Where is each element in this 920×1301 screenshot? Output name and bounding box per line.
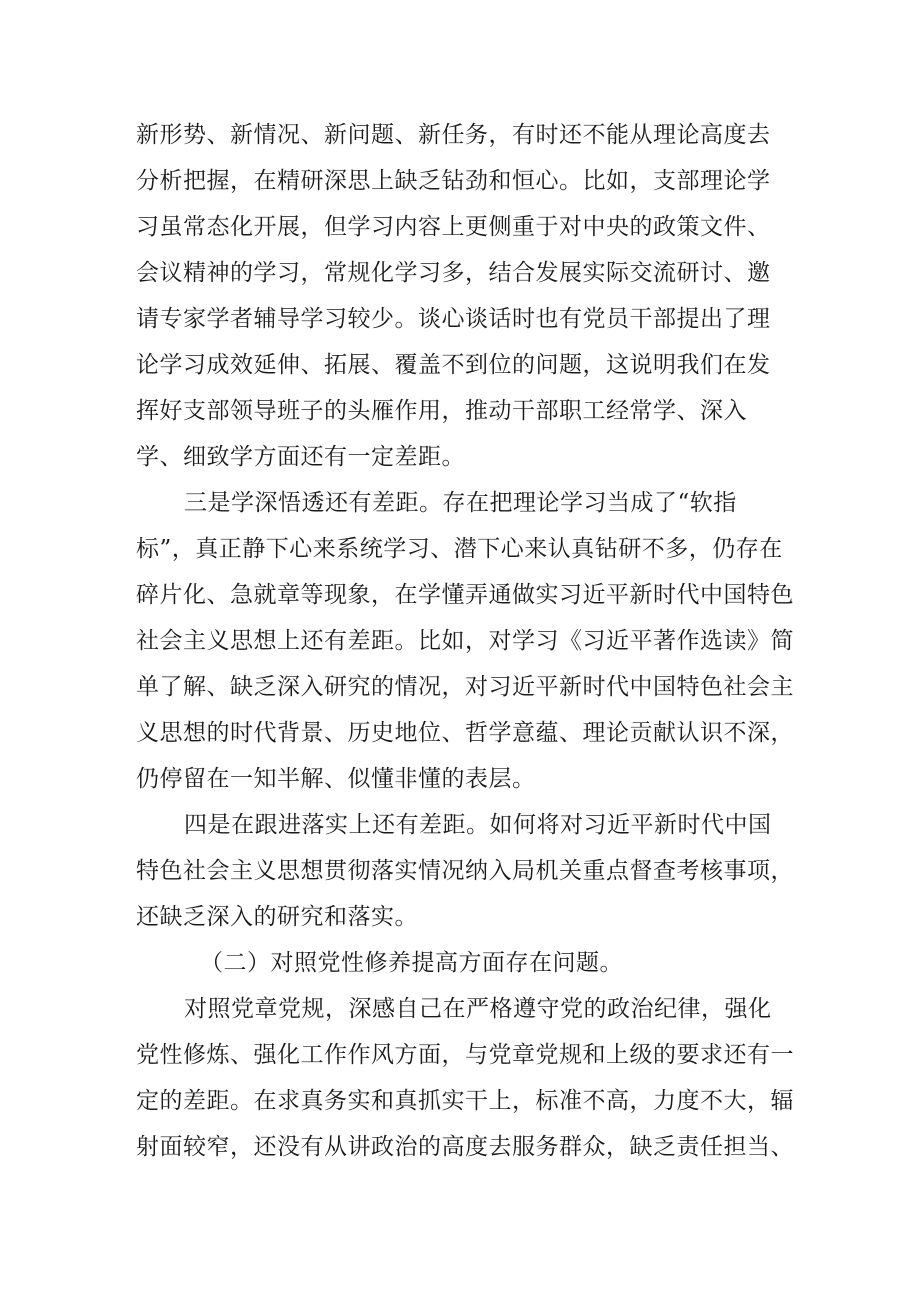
text-line: 习虽常态化开展，但学习内容上更侧重于对中央的政策文件、 xyxy=(136,214,771,240)
text-line: 单了解、缺乏深入研究的情况，对习近平新时代中国特色社会主 xyxy=(136,674,794,700)
text-line: 还缺乏深入的研究和落实。 xyxy=(136,904,418,930)
paragraph-first-line: 对照党章党规，深感自己在严格遵守党的政治纪律，强化 xyxy=(184,996,772,1022)
text-line: 分析把握，在精研深思上缺乏钻劲和恒心。比如，支部理论学 xyxy=(136,168,771,194)
paragraph-first-line: 三是学深悟透还有差距。存在把理论学习当成了“软指 xyxy=(184,490,737,516)
text-line: 碎片化、急就章等现象，在学懂弄通做实习近平新时代中国特色 xyxy=(136,582,794,608)
text-line: 请专家学者辅导学习较少。谈心谈话时也有党员干部提出了理 xyxy=(136,306,771,332)
text-line: 仍停留在一知半解、似懂非懂的表层。 xyxy=(136,766,536,792)
text-line: 义思想的时代背景、历史地位、哲学意蕴、理论贡献认识不深， xyxy=(136,720,794,746)
section-heading: （二）对照党性修养提高方面存在问题。 xyxy=(200,950,623,976)
text-line: 论学习成效延伸、拓展、覆盖不到位的问题，这说明我们在发 xyxy=(136,352,771,378)
text-line: 新形势、新情况、新问题、新任务，有时还不能从理论高度去 xyxy=(136,122,771,148)
text-line: 社会主义思想上还有差距。比如，对学习《习近平著作选读》简 xyxy=(136,628,794,654)
text-line: 特色社会主义思想贯彻落实情况纳入局机关重点督查考核事项， xyxy=(136,858,794,884)
text-line: 学、细致学方面还有一定差距。 xyxy=(136,444,465,470)
text-line: 标”，真正静下心来系统学习、潜下心来认真钻研不多，仍存在 xyxy=(136,536,783,562)
text-line: 定的差距。在求真务实和真抓实干上，标准不高，力度不大，辐 xyxy=(136,1088,794,1114)
text-line: 挥好支部领导班子的头雁作用，推动干部职工经常学、深入 xyxy=(136,398,747,424)
text-line: 射面较窄，还没有从讲政治的高度去服务群众，缺乏责任担当、 xyxy=(136,1134,794,1160)
text-line: 会议精神的学习，常规化学习多，结合发展实际交流研讨、邀 xyxy=(136,260,771,286)
paragraph-first-line: 四是在跟进落实上还有差距。如何将对习近平新时代中国 xyxy=(184,812,772,838)
text-line: 党性修炼、强化工作作风方面，与党章党规和上级的要求还有一 xyxy=(136,1042,794,1068)
